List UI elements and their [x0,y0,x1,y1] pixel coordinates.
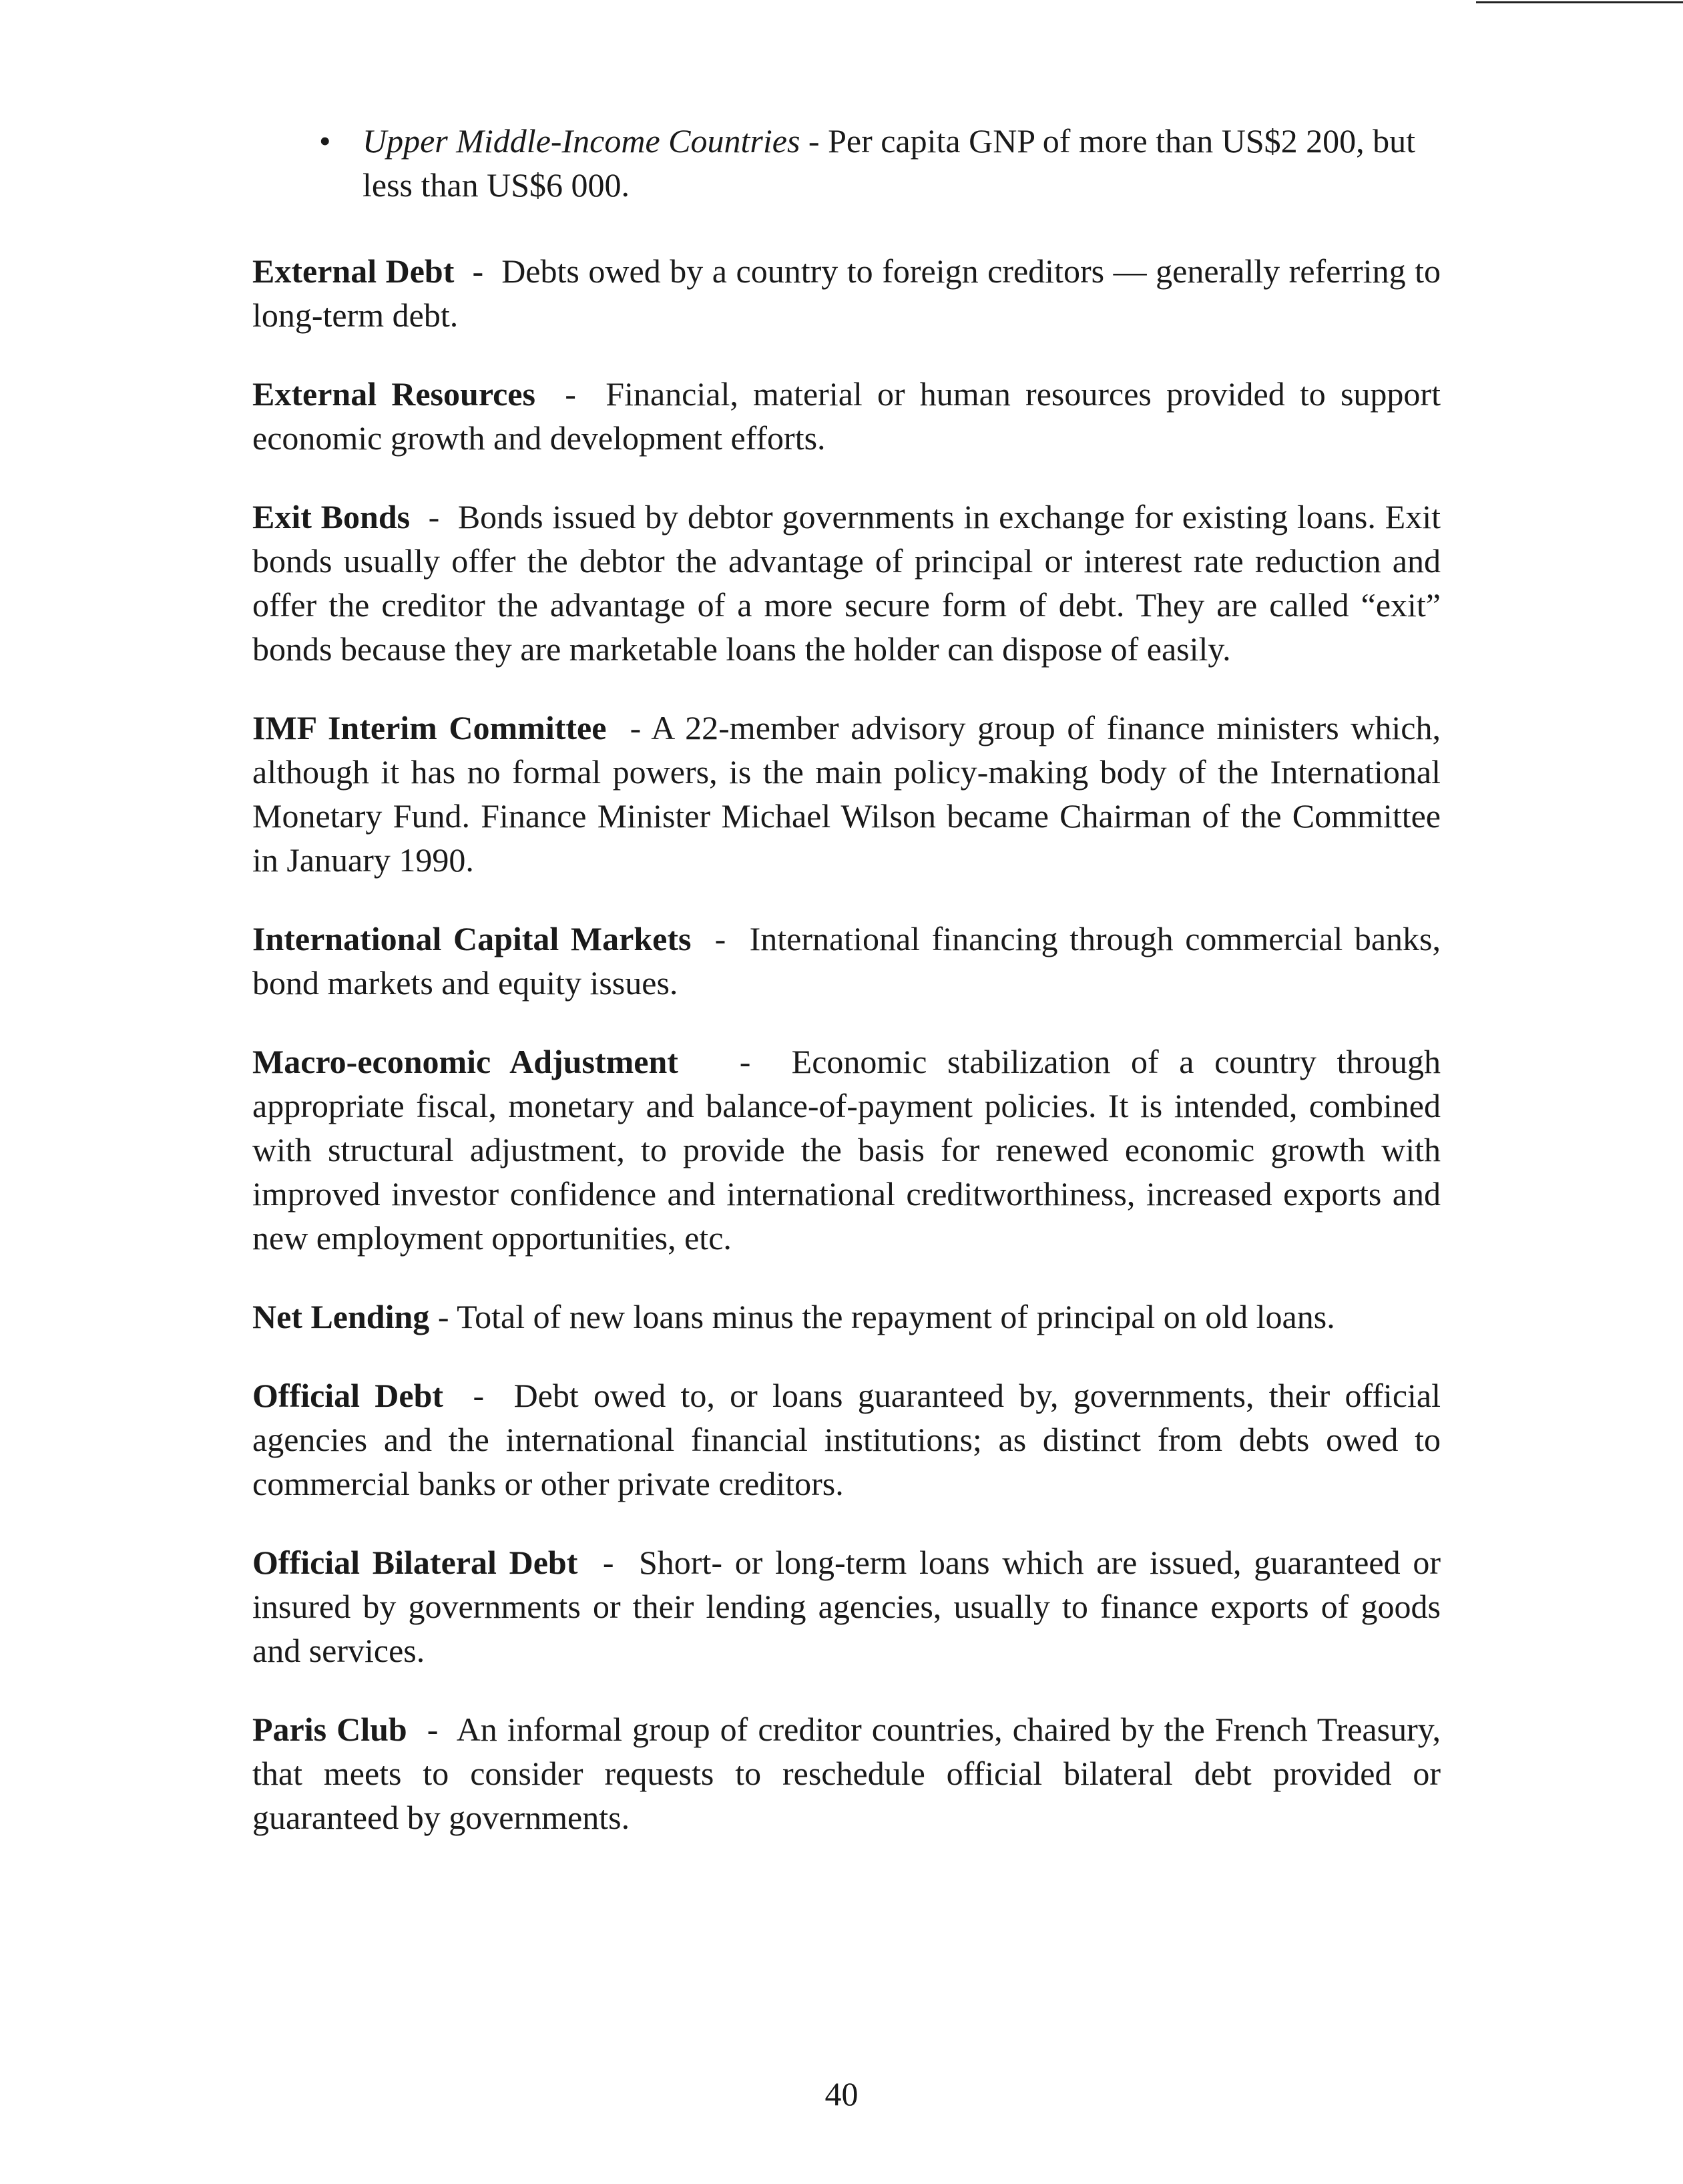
entry-definition: Debts owed by a country to foreign creditors — generally referring to long-term debt. [252,252,1441,334]
bullet-entry [252,119,1441,207]
glossary-entry-paris-club [252,1707,1441,1839]
entry-definition: Bonds issued by debtor governments in exchange for existing loans. Exit bonds usually offer the debtor the advantage of principal or interest rate reduction and offer the creditor the advantage of a more secure form of debt. They are called “exit” bonds because they are marketable loans the holder can dispose of easily. [252,498,1441,668]
glossary-entry-international-capital-markets [252,917,1441,1005]
bullet-separator: - [800,122,828,160]
entry-term: Net Lending [252,1298,430,1335]
glossary-entry-official-debt [252,1373,1441,1506]
page-number: 40 [824,2075,859,2113]
entry-term: Paris Club [252,1711,407,1748]
entry-separator: - [606,709,652,746]
glossary-entry-external-resources [252,372,1441,460]
entry-separator: - [407,1711,457,1748]
entry-definition: Short- or long-term loans which are issued, guaranteed or insured by governments or their lending agencies, usually to finance exports of goods and services. [252,1544,1441,1669]
entry-term: External Debt [252,252,455,290]
entry-definition: Economic stabilization of a country through appropriate fiscal, monetary and balance-of-payment policies. It is intended, combined with structural adjustment, to provide the basis for renewed economic growth with improved investor confidence and international creditworthiness, increased exports and new employment opportunities, etc. [252,1043,1441,1257]
entry-separator: - [577,1544,639,1581]
entry-separator: - [410,498,458,535]
glossary-entry-official-bilateral-debt [252,1540,1441,1673]
entry-definition: Financial, material or human resources provided to support economic growth and development efforts. [252,375,1441,457]
entry-separator: - [691,920,750,957]
entry-separator: - [678,1043,792,1080]
entry-definition: International financing through commercial banks, bond markets and equity issues. [252,920,1441,1002]
entry-term: International Capital Markets [252,920,692,957]
entry-term: Official Bilateral Debt [252,1544,578,1581]
entry-term: Official Debt [252,1377,444,1414]
bullet-term: Upper Middle-Income Countries [363,122,800,160]
glossary-entry-net-lending [252,1295,1441,1339]
entry-separator: - [454,252,502,290]
glossary-entry-macro-economic-adjustment [252,1040,1441,1260]
top-edge-rule [1476,1,1683,3]
entry-definition: A 22-member advisory group of finance ministers which, although it has no formal powers, is the main policy-making body of the International Monetary Fund. Finance Minister Michael Wilson became Chairman of the Committee in January 1990. [252,709,1441,879]
entry-separator: - [429,1298,457,1335]
entry-term: Macro-economic Adjustment [252,1043,678,1080]
glossary-entry-external-debt [252,249,1441,337]
bullet-definition: Per capita GNP of more than US$2 200, but less than US$6 000. [363,122,1416,204]
entry-term: External Resources [252,375,535,413]
entry-term: IMF Interim Committee [252,709,607,746]
bullet-dot-icon: • [319,122,331,160]
entry-definition: An informal group of creditor countries, chaired by the French Treasury, that meets to consider requests to reschedule official bilateral debt provided or guaranteed by governments. [252,1711,1441,1836]
entry-definition: Debt owed to, or loans guaranteed by, governments, their official agencies and the international financial institutions; as distinct from debts owed to commercial banks or other private creditors. [252,1377,1441,1502]
glossary-entry-imf-interim-committee [252,706,1441,882]
entry-term: Exit Bonds [252,498,411,535]
entry-separator: - [443,1377,514,1414]
glossary-body [252,119,1441,1874]
entry-separator: - [535,375,606,413]
entry-definition: Total of new loans minus the repayment of principal on old loans. [457,1298,1335,1335]
glossary-entry-exit-bonds [252,495,1441,671]
